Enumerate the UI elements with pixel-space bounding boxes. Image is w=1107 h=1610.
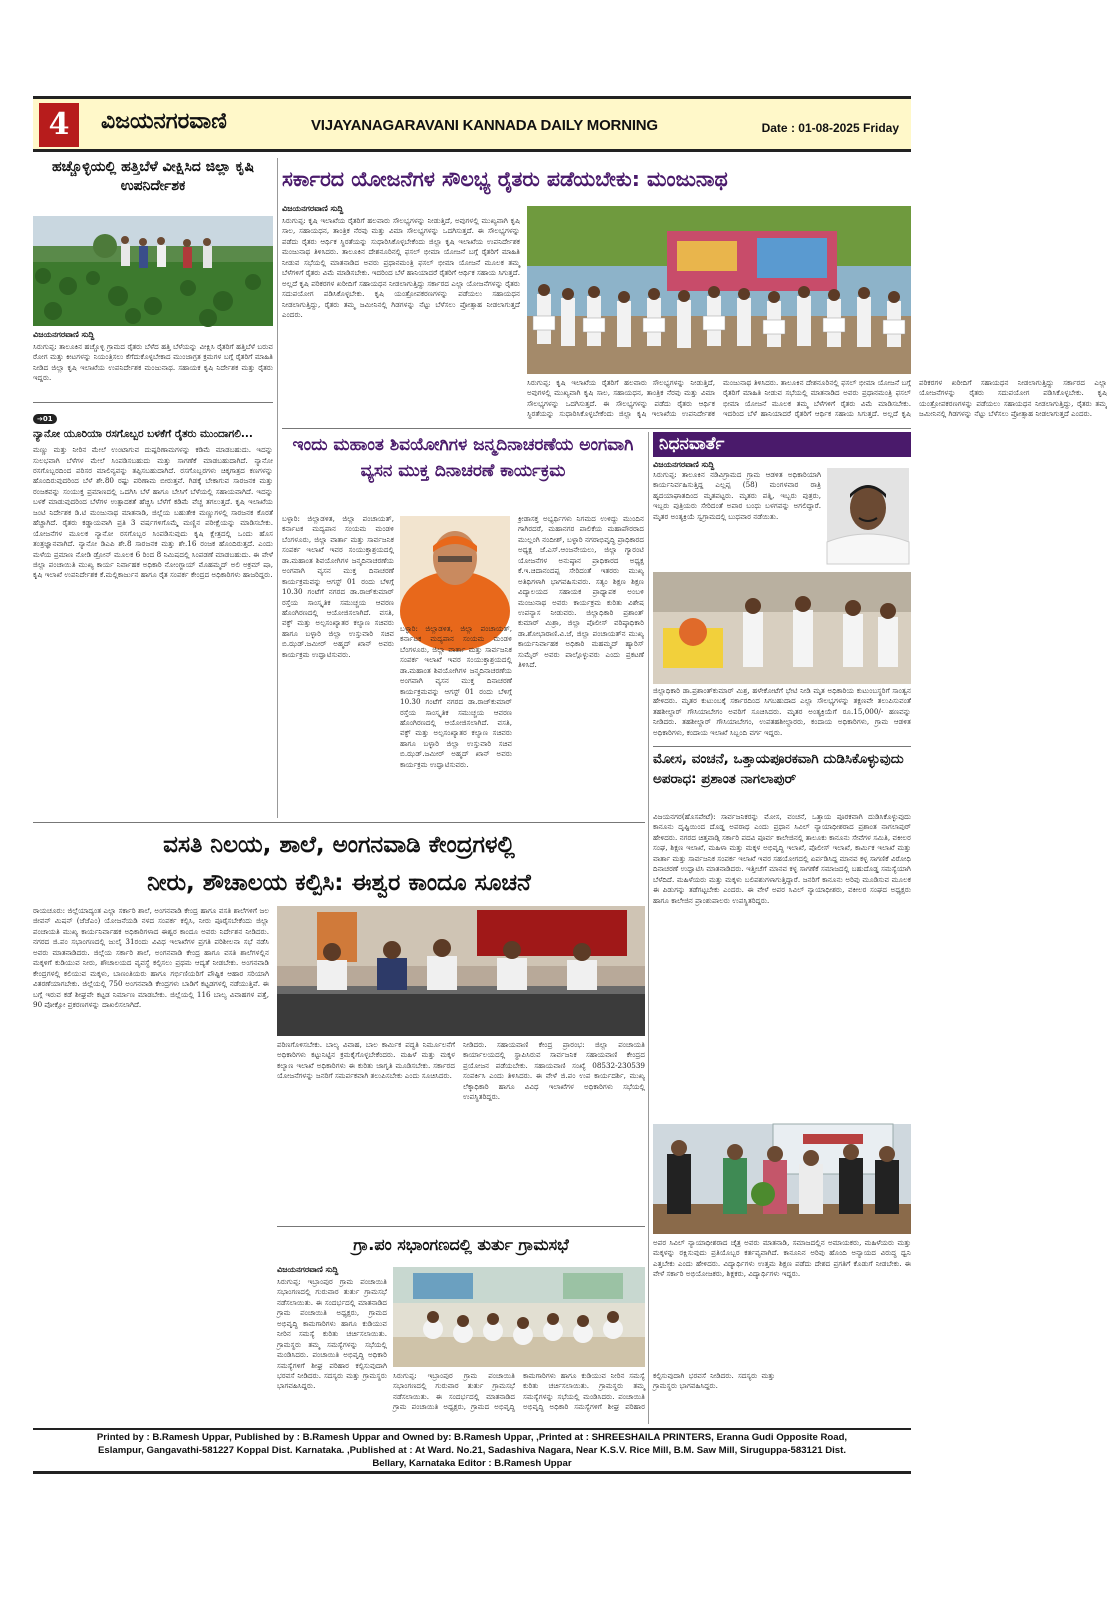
article-fraud-caption: ಅಪರ ಸಿವಿಲ್ ನ್ಯಾಯಾಧೀಶರಾದ ಚೈತ್ರ ಅವರು ಮಾತನಾಡಿ, ಸಮಾಜದಲ್ಲಿನ ಅಮಾಯಕರು, ಮಹಿಳೆಯರು ಮತ್ತು ಮಕ್ಕಳನ್ನು ರಕ್ಷಿಸುವುದು ಪ್ರತಿಯೊಬ್ಬರ ಕರ್ತವ್ಯವಾಗಿದೆ. ಕಾನೂನಿನ ಅರಿವು ಹೊಂದಿ ಅನ್ಯಾಯದ ವಿರುದ್ಧ ಧ್ವನಿ ಎತ್ತಬೇಕು ಎಂದು ಹೇಳಿದರು. ವಿದ್ಯಾರ್ಥಿಗಳು ಉತ್ತಮ ಶಿಕ್ಷಣ ಪಡೆದು ದೇಶದ ಪ್ರಗತಿಗೆ ಕೊಡುಗೆ ನೀಡಬೇಕು. ಈ ವೇಳೆ ಸರ್ಕಾರಿ ಅಭಿಯೋಜಕರು, ಶಿಕ್ಷಕರು, ವಿದ್ಯಾರ್ಥಿಗಳು ಇದ್ದರು. bbox=[653, 1238, 911, 1279]
article-hostel-headline-1: ವಸತಿ ನಿಲಯ, ಶಾಲೆ, ಅಂಗನವಾಡಿ ಕೇಂದ್ರಗಳಲ್ಲಿ bbox=[163, 832, 515, 858]
article-gramasabha bbox=[277, 1226, 775, 1422]
article-obituary-caption: ಜಿಲ್ಲಾಧಿಕಾರಿ ಡಾ.ಪ್ರಶಾಂತ್‌ಕುಮಾರ್ ಮಿಶ್ರ, ಹಳೇಕೋಟೆಗೆ ಭೇಟಿ ನೀಡಿ ಮೃತ ಅಧಿಕಾರಿಯ ಕುಟುಂಬಸ್ಥರಿಗೆ ಸಾಂತ್ವನ ಹೇಳಿದರು. ಮೃತರ ಕುಟುಂಬಕ್ಕೆ ಸರ್ಕಾರದಿಂದ ಸಿಗಬಹುದಾದ ಎಲ್ಲಾ ಸೌಲಭ್ಯಗಳನ್ನು ತಕ್ಷಣವೇ ತಲುಪಿಸುವಂತೆ ತಹಶೀಲ್ದಾರ್ ಗೌಸಿಯಾಬೇಗಂ ಅವರಿಗೆ ಸೂಚಿಸಿದರು. ಮೃತರ ಅಂತ್ಯಕ್ರಿಯೆಗೆ ರೂ.15,000/- ಹಣವನ್ನು ನೀಡಿದರು. ತಹಶೀಲ್ದಾರ್ ಗೌಸಿಯಾಬೇಗಂ, ಉಪತಹಶೀಲ್ದಾರರು, ಕಂದಾಯ ಅಧಿಕಾರಿಗಳು, ಗ್ರಾಮ ಆಡಳಿತ ಅಧಿಕಾರಿಗಳು, ಕಂದಾಯ ಇಲಾಖೆ ಸಿಬ್ಬಂದಿ ವರ್ಗ ಇದ್ದರು. bbox=[653, 686, 911, 737]
imprint-line-2: Eslampur, Gangavathi-581227 Koppal Dist. Karnataka. ,Published at : At Ward. No.21, Sadashiva Nagara, Near K.S.V. Rice Mill, B.M. Saw Mill, Siruguppa-583121 Dist. bbox=[97, 1444, 846, 1456]
article-cotton-byline: ವಿಜಯನಗರವಾಣಿ ಸುದ್ದಿ bbox=[33, 330, 95, 339]
imprint-line-3: Bellary, Karnataka Editor : B.Ramesh Uppar bbox=[372, 1457, 572, 1469]
article-jayanti-body-right: ಕ್ರೀಡಾಸಕ್ತ ಅಭ್ಯರ್ಥಿಗಳು ನಿಗಮದ ಉಳಿದ್ದು ಮುಂದಿನ ಗಾಗಿರದರೆ, ಮಹಾನಗರ ಪಾಲಿಕೆಯ ಮಹಾಪೌರರಾದ ಮುಲ್ಲಂಗಿ ನಂದೀಶ್, ಬಳ್ಳಾರಿ ನಗರಾಭಿವೃದ್ಧಿ ಪ್ರಾಧಿಕಾರದ ಅಧ್ಯಕ್ಷ ಜೆ.ಎಸ್.ಆಂಜನೇಯಲು, ಜಿಲ್ಲಾ ಗ್ಯಾರಂಟಿ ಯೋಜನೆಗಳ ಅನುಷ್ಠಾನ ಪ್ರಾಧಿಕಾರದ ಅಧ್ಯಕ್ಷ ಕೆ.ಇ.ಚಿದಾನಂದಪ್ಪ ಸೇರಿದಂತೆ ಇತರರು ಮುಖ್ಯ ಅತಿಥಿಗಳಾಗಿ ಭಾಗವಹಿಸುವರು. ಸತ್ಯಂ ಶಿಕ್ಷಣ ಶಿಕ್ಷಣ ವಿದ್ಯಾಲಯದ ಸಹಾಯಕ ಪ್ರಾಧ್ಯಾಪಕ ಅಂಬಳಿ ಮಂಜುನಾಥ ಅವರು ಕಾರ್ಯಕ್ರಮ ಕುರಿತು ವಿಶೇಷ ಉಪನ್ಯಾಸ ನೀಡುವರು. ಜಿಲ್ಲಾಧಿಕಾರಿ ಪ್ರಶಾಂತ್ ಕುಮಾರ್ ಮಿಶ್ರಾ, ಜಿಲ್ಲಾ ಪೊಲೀಸ್ ವರಿಷ್ಠಾಧಿಕಾರಿ ಡಾ.ಶೋಭಾರಾಣಿ.ವಿ.ಜೆ, ಜಿಲ್ಲಾ ಪಂಚಾಯತ್‌ನ ಮುಖ್ಯ ಕಾರ್ಯನಿರ್ವಾಹಕ ಅಧಿಕಾರಿ ಮಹಮ್ಮದ್ ಹ್ಯಾರಿಸ್ ಸುಮೈರ್ ಅವರು ಪಾಲ್ಗೊಳ್ಳುವರು ಎಂದು ಪ್ರಕಟಣೆ ತಿಳಿಸಿದೆ. bbox=[518, 514, 644, 670]
gramasabha-photo bbox=[393, 1267, 645, 1367]
article-jayanti bbox=[282, 432, 644, 817]
cotton-field-photo bbox=[33, 216, 273, 326]
article-gramasabha-body: ಸಿರುಗುಪ್ಪ: ಇಬ್ರಾಂಪುರ ಗ್ರಾಮ ಪಂಚಾಯಿತಿ ಸಭಾಂಗಣದಲ್ಲಿ ಗುರುವಾರ ತುರ್ತು ಗ್ರಾಮಸಭೆ ನಡೆಸಲಾಯಿತು. ಈ ಸಂದರ್ಭದಲ್ಲಿ ಮಾತನಾಡಿದ ಗ್ರಾಮ ಪಂಚಾಯಿತಿ ಅಧ್ಯಕ್ಷರು, ಗ್ರಾಮದ ಅಭಿವೃದ್ಧಿ ಕಾಮಗಾರಿಗಳು ಹಾಗೂ ಕುಡಿಯುವ ನೀರಿನ ಸಮಸ್ಯೆ ಕುರಿತು ಚರ್ಚಿಸಲಾಯಿತು. ಗ್ರಾಮಸ್ಥರು ತಮ್ಮ ಸಮಸ್ಯೆಗಳನ್ನು ಸಭೆಯಲ್ಲಿ ಮಂಡಿಸಿದರು. ಪಂಚಾಯಿತಿ ಅಭಿವೃದ್ಧಿ ಅಧಿಕಾರಿ ಸಮಸ್ಯೆಗಳಿಗೆ ಶೀಘ್ರ ಪರಿಹಾರ ಕಲ್ಪಿಸುವುದಾಗಿ ಭರವಸೆ ನೀಡಿದರು. ಸದಸ್ಯರು ಮತ್ತು ಗ್ರಾಮಸ್ಥರು ಭಾಗವಹಿಸಿದ್ದರು. bbox=[277, 1277, 387, 1391]
masthead-title-english: VIJAYANAGARAVANI KANNADA DAILY MORNING bbox=[311, 117, 658, 134]
article-schemes-body: ಸಿರುಗುಪ್ಪ: ಕೃಷಿ ಇಲಾಖೆಯ ರೈತರಿಗೆ ಹಲವಾರು ಸೌಲಭ್ಯಗಳನ್ನು ನೀಡುತ್ತಿದೆ, ಅವುಗಳಲ್ಲಿ ಮುಖ್ಯವಾಗಿ ಕೃಷಿ ಸಾಲ, ಸಹಾಯಧನ, ತಾಂತ್ರಿಕ ನೆರವು ಮತ್ತು ವಿಮಾ ಸೌಲಭ್ಯಗಳನ್ನು ಒದಗಿಸುತ್ತದೆ. ಈ ಸೌಲಭ್ಯಗಳನ್ನು ಪಡೆದು ರೈತರು ಆರ್ಥಿಕ ಸ್ಥಿರತೆಯನ್ನು ಸುಧಾರಿಸಿಕೊಳ್ಳಬೇಕೆಂದು ಜಿಲ್ಲಾ ಕೃಷಿ ಇಲಾಖೆಯ ಉಪನಿರ್ದೇಶಕ ಮಂಜುನಾಥ ತಿಳಿಸಿದರು. ತಾಲೂಕಿನ ದೇಶನೂರಿನಲ್ಲಿ ಫಸಲ್ ಭೀಮಾ ಯೋಜನೆ ಬಗ್ಗೆ ರೈತರಿಗೆ ಮಾಹಿತಿ ನೀಡುವ ಸಭೆಯಲ್ಲಿ ಮಾತನಾಡಿದ ಅವರು ಪ್ರಧಾನಮಂತ್ರಿ ಫಸಲ್ ಭೀಮಾ ಯೋಜನೆ ಮೂಲಕ ತಮ್ಮ ಬೆಳೆಗಳಿಗೆ ರೈತರು ವಿಮೆ ಮಾಡಿಸಬೇಕು. ಇದರಿಂದ ಬೆಳೆ ಹಾನಿಯಾದರೆ ರೈತರಿಗೆ ಆರ್ಥಿಕ ಸಹಾಯ ಸಿಗುತ್ತದೆ. ಅಲ್ಲದೆ ಕೃಷಿ ಪರಿಕರಗಳ ಖರೀದಿಗೆ ಸಹಾಯಧನ ನೀಡಲಾಗುತ್ತಿದ್ದು ಸರ್ಕಾರದ ಎಲ್ಲಾ ಯೋಜನೆಗಳನ್ನು ರೈತರು ಸದುಪಯೋಗ ಪಡಿಸಿಕೊಳ್ಳಬೇಕು. ಕೃಷಿ ಯಂತ್ರೋಪಕರಣಗಳನ್ನು ಪಡೆಯಲು ಸಹಾಯಧನ ನೀಡಲಾಗುತ್ತಿದ್ದು, ರೈತರು ತಮ್ಮ ಜಮೀನಿನಲ್ಲಿ ಗಿಡಗಳನ್ನು ನೆಟ್ಟು ಬೆಳೆಸಲು ಪ್ರೋತ್ಸಾಹ ನೀಡಲಾಗುತ್ತದೆ ಎಂದರು. bbox=[282, 216, 520, 319]
divider bbox=[282, 428, 911, 429]
article-gramasabha-byline: ವಿಜಯನಗರವಾಣಿ ಸುದ್ದಿ bbox=[277, 1265, 339, 1274]
divider bbox=[33, 402, 273, 403]
divider bbox=[648, 750, 649, 1424]
article-fraud bbox=[653, 750, 911, 1424]
page-number: 4 bbox=[39, 103, 79, 147]
article-obituary-body: ಸಿರುಗುಪ್ಪ: ತಾಲೂಕಿನ ನಡಿವಿಗ್ರಾಮದ ಗ್ರಾಮ ಆಡಳಿತ ಅಧಿಕಾರಿಯಾಗಿ ಕಾರ್ಯನಿರ್ವಹಿಸುತ್ತಿದ್ದ ಎಲ್ಲಪ್ಪ (58) ಮಂಗಳವಾರ ರಾತ್ರಿ ಹೃದಯಾಘಾತದಿಂದ ಮೃತಪಟ್ಟರು. ಮೃತರು ಪತ್ನಿ, ಇಬ್ಬರು ಪುತ್ರರು, ಇಬ್ಬರು ಪುತ್ರಿಯರು ಸೇರಿದಂತೆ ಅಪಾರ ಬಂಧು ಬಳಗವನ್ನು ಅಗಲಿದ್ದಾರೆ. ಮೃತರ ಅಂತ್ಯಕ್ರಿಯೆ ಸ್ವಗ್ರಾಮದಲ್ಲಿ ಬುಧವಾರ ನಡೆಯಿತು. bbox=[653, 470, 821, 521]
article-cotton-headline: ಹಚ್ಚೊಳ್ಳಿಯಲ್ಲಿ ಹತ್ತಿಬೆಳೆ ವೀಕ್ಷಿಸಿದ ಜಿಲ್ಲಾ ಕೃಷಿ ಉಪನಿರ್ದೇಶಕ bbox=[51, 159, 255, 194]
masthead-title-kannada: ವಿಜಯನಗರವಾಣಿ bbox=[101, 109, 227, 134]
article-hostel-body-left: ರಾಯಚೂರು: ಜಿಲ್ಲೆಯಾದ್ಯಂತ ಎಲ್ಲಾ ಸರ್ಕಾರಿ ಶಾಲೆ, ಅಂಗನವಾಡಿ ಕೇಂದ್ರ ಹಾಗೂ ವಸತಿ ಶಾಲೆಗಳಿಗೆ ಜಲ ಜೀವನ್ ಮಿಷನ್ (ಜೆಜೆಎಂ) ಯೋಜನೆಯಡಿ ನಳದ ಸಂಪರ್ಕ ಕಲ್ಪಿಸಿ, ನೀರು ಪೂರೈಸಬೇಕೆಂದು ಜಿಲ್ಲಾ ಪಂಚಾಯತಿ ಮುಖ್ಯ ಕಾರ್ಯನಿರ್ವಾಹಕ ಅಧಿಕಾರಿಗಳಾದ ಈಶ್ವರ ಕಾಂದೂ ಅವರು ನಿರ್ದೇಶನ ನೀಡಿದರು. ನಗರದ ಜಿ.ಪಂ ಸಭಾಂಗಣದಲ್ಲಿ ಜುಲೈ 31ರಂದು ವಿವಿಧ ಇಲಾಖೆಗಳ ಪ್ರಗತಿ ಪರಿಶೀಲನಾ ಸಭೆ ನಡೆಸಿ ಅವರು ಮಾತನಾಡಿದರು. ಜಿಲ್ಲೆಯ ಸರ್ಕಾರಿ ಶಾಲೆ, ಅಂಗನವಾಡಿ ಕೇಂದ್ರ ಹಾಗೂ ವಸತಿ ಶಾಲೆಗಳಲ್ಲಿನ ಮಕ್ಕಳಿಗೆ ಕುಡಿಯುವ ನೀರು, ಶೌಚಾಲಯದ ವ್ಯವಸ್ಥೆ ಕಲ್ಪಿಸಲು ಪ್ರಥಮ ಆದ್ಯತೆ ನೀಡಬೇಕು. ಅಂಗನವಾಡಿ ಕೇಂದ್ರಗಳಲ್ಲಿ ಕಲಿಯುವ ಮಕ್ಕಳು, ಬಾಣಂತಿಯರು ಹಾಗೂ ಗರ್ಭಿಣಿಯರಿಗೆ ಪೌಷ್ಟಿಕ ಆಹಾರ ಸರಿಯಾಗಿ ವಿತರಣೆಯಾಗಬೇಕು. ಜಿಲ್ಲೆಯಲ್ಲಿ 750 ಅಂಗನವಾಡಿ ಕೇಂದ್ರಗಳು ಬಾಡಿಗೆ ಕಟ್ಟಡಗಳಲ್ಲಿ ನಡೆಯುತ್ತಿವೆ. ಈ ಬಗ್ಗೆ ಇರುವ ಕಡೆ ಶೀಘ್ರವೇ ಕಟ್ಟಡ ನಿರ್ಮಾಣ ಮಾಡಬೇಕು. ಜಿಲ್ಲೆಯಲ್ಲಿ 116 ಬಾಲ್ಯ ವಿವಾಹಗಳ ಪತ್ತೆ, 90 ಪೋಕ್ಸೋ ಪ್ರಕರಣಗಳನ್ನು ದಾಖಲಿಸಲಾಗಿದೆ. bbox=[33, 906, 269, 1009]
article-hostel-body-mid: ಪರಿಣಗೊಳಿಸಬೇಕು. ಬಾಲ್ಯ ವಿವಾಹ, ಬಾಲ ಕಾರ್ಮಿಕ ಪದ್ಧತಿ ನಿರ್ಮೂಲನೆಗೆ ಅಧಿಕಾರಿಗಳು ಕಟ್ಟುನಿಟ್ಟಿನ ಕ್ರಮಕೈಗೊಳ್ಳಬೇಕೆಂದರು. ಮಹಿಳೆ ಮತ್ತು ಮಕ್ಕಳ ಕಲ್ಯಾಣ ಇಲಾಖೆ ಅಧಿಕಾರಿಗಳು ಈ ಕುರಿತು ಜಾಗೃತಿ ಮೂಡಿಸಬೇಕು. ಸರ್ಕಾರದ ಯೋಜನೆಗಳನ್ನು ಜನರಿಗೆ ಸಮರ್ಪಕವಾಗಿ ತಲುಪಿಸಬೇಕು ಎಂದು ಸೂಚಿಸಿದರು. bbox=[277, 1040, 455, 1081]
article-cotton-body: ಸಿರುಗುಪ್ಪ: ತಾಲೂಕಿನ ಹಚ್ಚೊಳ್ಳಿ ಗ್ರಾಮದ ರೈತರು ಬೆಳೆದ ಹತ್ತಿ ಬೆಳೆಯನ್ನು ವೀಕ್ಷಿಸಿ ರೈತರಿಗೆ ಹತ್ತಿಬೆಳೆ ಬರುವ ರೋಗ ಮತ್ತು ಕೀಟಗಳನ್ನು ನಿಯಂತ್ರಿಸಲು ಕೆಗೆದುಕೊಳ್ಳಬೇಕಾದ ಮುಂಜಾಗ್ರತ ಕ್ರಮಗಳ ಬಗ್ಗೆ ರೈತರಿಗೆ ಮಾಹಿತಿ ನೀಡಿದ ಜಿಲ್ಲಾ ಕೃಷಿ ಇಲಾಖೆಯ ಉಪನಿರ್ದೇಶಕ ಮಂಜುನಾಥ. ಸಹಾಯಕ ಕೃಷಿ ನಿರ್ದೇಶಕ ಮತ್ತು ರೈತರು ಇದ್ದರು. bbox=[33, 342, 273, 383]
article-hostel-headline-2: ನೀರು, ಶೌಚಾಲಯ ಕಲ್ಪಿಸಿ: ಈಶ್ವರ ಕಾಂದೂ ಸೂಚನೆ bbox=[147, 870, 531, 896]
article-fraud-headline: ಮೋಸ, ವಂಚನೆ, ಒತ್ತಾಯಪೂರಕವಾಗಿ ದುಡಿಸಿಕೊಳ್ಳುವುದು ಅಪರಾಧ: ಪ್ರಶಾಂತ ನಾಗಲಾಪುರ್ bbox=[653, 751, 904, 787]
article-obituary bbox=[653, 432, 911, 742]
article-fraud-body: ವಿಜಯನಗರ(ಹೊಸಪೇಟೆ): ಸಾರ್ವಜನಿಕರನ್ನು ಮೋಸ, ವಂಚನೆ, ಒತ್ತಾಯ ಪೂರಕವಾಗಿ ದುಡಿಸಿಕೊಳ್ಳುವುದು ಕಾನೂನು ದೃಷ್ಟಿಯಿಂದ ದೊಡ್ಡ ಅಪರಾಧ ಎಂದು ಪ್ರಧಾನ ಸಿವಿಲ್ ನ್ಯಾಯಾಧೀಶರಾದ ಪ್ರಶಾಂತ ನಾಗಲಾಪುರ್ ಹೇಳಿದರು. ನಗರದ ಚಿತ್ತವಾಡ್ಗಿ ಸರ್ಕಾರಿ ಪದವಿ ಪೂರ್ವ ಕಾಲೇಜಿನಲ್ಲಿ ತಾಲೂಕು ಕಾನೂನು ಸೇವೆಗಳ ಸಮಿತಿ, ವಕೀಲರ ಸಂಘ, ಶಿಕ್ಷಣ ಇಲಾಖೆ, ಮಹಿಳಾ ಮತ್ತು ಮಕ್ಕಳ ಅಭಿವೃದ್ಧಿ ಇಲಾಖೆ, ಪೊಲೀಸ್ ಇಲಾಖೆ, ಕಾರ್ಮಿಕ ಇಲಾಖೆ ಮತ್ತು ವಾರ್ತಾ ಮತ್ತು ಸಾರ್ವಜನಿಕ ಸಂಪರ್ಕ ಇಲಾಖೆ ಇವರ ಸಹಯೋಗದಲ್ಲಿ ಏರ್ಪಡಿಸಿದ್ದ ಮಾನವ ಕಳ್ಳ ಸಾಗಣಿಕೆ ವಿರೋಧಿ ದಿನಾಚರಣೆ ಉದ್ಘಾಟಿಸಿ ಮಾತನಾಡಿದರು. ಇತ್ತೀಚೆಗೆ ಮಾನವ ಕಳ್ಳ ಸಾಗಣೆಕೆ ಸಮಾಜದಲ್ಲಿ ಬಹುದೊಡ್ಡ ಸಮಸ್ಯೆಯಾಗಿ ಬೆಳೆದಿದೆ. ಮಹಿಳೆಯರು ಮತ್ತು ಮಕ್ಕಳು ಬಲಿಪಶುಗಳಾಗುತ್ತಿದ್ದಾರೆ. ಜನರಿಗೆ ಕಾನೂನು ಅರಿವು ಮೂಡಿಸುವ ಮೂಲಕ ಈ ಪಿಡುಗನ್ನು ತಡೆಗಟ್ಟಬೇಕು ಎಂದರು. ಈ ವೇಳೆ ಅಪರ ಸಿವಿಲ್ ನ್ಯಾಯಾಧೀಶರು, ವಕೀಲರ ಸಂಘದ ಅಧ್ಯಕ್ಷರು ಹಾಗೂ ಕಾಲೇಜಿನ ಪ್ರಾಂಶುಪಾಲರು ಉಪಸ್ಥಿತರಿದ್ದರು. bbox=[653, 812, 911, 905]
article-gramasabha-body-continued bbox=[393, 1371, 775, 1421]
article-schemes-byline: ವಿಜಯನಗರವಾಣಿ ಸುದ್ದಿ bbox=[282, 204, 344, 213]
article-gramasabha-body-tail: ಸಿರುಗುಪ್ಪ: ಇಬ್ರಾಂಪುರ ಗ್ರಾಮ ಪಂಚಾಯಿತಿ ಸಭಾಂಗಣದಲ್ಲಿ ಗುರುವಾರ ತುರ್ತು ಗ್ರಾಮಸಭೆ ನಡೆಸಲಾಯಿತು. ಈ ಸಂದರ್ಭದಲ್ಲಿ ಮಾತನಾಡಿದ ಗ್ರಾಮ ಪಂಚಾಯಿತಿ ಅಧ್ಯಕ್ಷರು, ಗ್ರಾಮದ ಅಭಿವೃದ್ಧಿ ಕಾಮಗಾರಿಗಳು ಹಾಗೂ ಕುಡಿಯುವ ನೀರಿನ ಸಮಸ್ಯೆ ಕುರಿತು ಚರ್ಚಿಸಲಾಯಿತು. ಗ್ರಾಮಸ್ಥರು ತಮ್ಮ ಸಮಸ್ಯೆಗಳನ್ನು ಸಭೆಯಲ್ಲಿ ಮಂಡಿಸಿದರು. ಪಂಚಾಯಿತಿ ಅಭಿವೃದ್ಧಿ ಅಧಿಕಾರಿ ಸಮಸ್ಯೆಗಳಿಗೆ ಶೀಘ್ರ ಪರಿಹಾರ ಕಲ್ಪಿಸುವುದಾಗಿ ಭರವಸೆ ನೀಡಿದರು. ಸದಸ್ಯರು ಮತ್ತು ಗ್ರಾಮಸ್ಥರು ಭಾಗವಹಿಸಿದ್ದರು. bbox=[393, 1371, 775, 1412]
masthead-date: Date : 01-08-2025 Friday bbox=[761, 121, 899, 135]
legal-awareness-photo bbox=[653, 1124, 911, 1234]
article-schemes-body-tail: ಸಿರುಗುಪ್ಪ: ಕೃಷಿ ಇಲಾಖೆಯ ರೈತರಿಗೆ ಹಲವಾರು ಸೌಲಭ್ಯಗಳನ್ನು ನೀಡುತ್ತಿದೆ, ಅವುಗಳಲ್ಲಿ ಮುಖ್ಯವಾಗಿ ಕೃಷಿ ಸಾಲ, ಸಹಾಯಧನ, ತಾಂತ್ರಿಕ ನೆರವು ಮತ್ತು ವಿಮಾ ಸೌಲಭ್ಯಗಳನ್ನು ಒದಗಿಸುತ್ತದೆ. ಈ ಸೌಲಭ್ಯಗಳನ್ನು ಪಡೆದು ರೈತರು ಆರ್ಥಿಕ ಸ್ಥಿರತೆಯನ್ನು ಸುಧಾರಿಸಿಕೊಳ್ಳಬೇಕೆಂದು ಜಿಲ್ಲಾ ಕೃಷಿ ಇಲಾಖೆಯ ಉಪನಿರ್ದೇಶಕ ಮಂಜುನಾಥ ತಿಳಿಸಿದರು. ತಾಲೂಕಿನ ದೇಶನೂರಿನಲ್ಲಿ ಫಸಲ್ ಭೀಮಾ ಯೋಜನೆ ಬಗ್ಗೆ ರೈತರಿಗೆ ಮಾಹಿತಿ ನೀಡುವ ಸಭೆಯಲ್ಲಿ ಮಾತನಾಡಿದ ಅವರು ಪ್ರಧಾನಮಂತ್ರಿ ಫಸಲ್ ಭೀಮಾ ಯೋಜನೆ ಮೂಲಕ ತಮ್ಮ ಬೆಳೆಗಳಿಗೆ ರೈತರು ವಿಮೆ ಮಾಡಿಸಬೇಕು. ಇದರಿಂದ ಬೆಳೆ ಹಾನಿಯಾದರೆ ರೈತರಿಗೆ ಆರ್ಥಿಕ ಸಹಾಯ ಸಿಗುತ್ತದೆ. ಅಲ್ಲದೆ ಕೃಷಿ ಪರಿಕರಗಳ ಖರೀದಿಗೆ ಸಹಾಯಧನ ನೀಡಲಾಗುತ್ತಿದ್ದು ಸರ್ಕಾರದ ಎಲ್ಲಾ ಯೋಜನೆಗಳನ್ನು ರೈತರು ಸದುಪಯೋಗ ಪಡಿಸಿಕೊಳ್ಳಬೇಕು. ಕೃಷಿ ಯಂತ್ರೋಪಕರಣಗಳನ್ನು ಪಡೆಯಲು ಸಹಾಯಧನ ನೀಡಲಾಗುತ್ತಿದ್ದು, ರೈತರು ತಮ್ಮ ಜಮೀನಿನಲ್ಲಿ ಗಿಡಗಳನ್ನು ನೆಟ್ಟು ಬೆಳೆಸಲು ಪ್ರೋತ್ಸಾಹ ನೀಡಲಾಗುತ್ತದೆ ಎಂದರು. bbox=[527, 378, 1107, 419]
article-schemes bbox=[282, 158, 1107, 426]
divider bbox=[277, 158, 278, 818]
article-nano-headline: ನ್ಯಾನೋ ಯೂರಿಯಾ ರಸಗೊಬ್ಬರ ಬಳಕೆಗೆ ರೈತರು ಮುಂದಾಗಲಿ... bbox=[33, 428, 253, 440]
article-nano-body: ಮಣ್ಣು ಮತ್ತು ನೀರಿನ ಮೇಲೆ ಉಂಟಾಗುವ ದುಷ್ಪರಿಣಾಮಗಳನ್ನು ಕಡಿಮೆ ಮಾಡಬಹುದು. ಇದನ್ನು ಸುಲಭವಾಗಿ ಬೆಳೆಗಳ ಮೇಲೆ ಸಿಂಪಡಿಸಬಹುದು ಮತ್ತು ಸಾಗಣೆಕೆ ಮಾಡಬಹುದಾಗಿದೆ. ನ್ಯಾನೋ ರಸಗೊಬ್ಬರದಿಂದ ಪರಿಸರ ಮಾಲಿನ್ಯವನ್ನು ತಪ್ಪಿಸಬಹುದಾಗಿದೆ. ರಸಗೊಬ್ಬರಗಳು ಚಿಕ್ಕಗಾತ್ರದ ಕಣಗಳನ್ನು ಹೊಂದಿರುವುದರಿಂದ ಬೆಳೆ ಶೇ.80 ರಷ್ಟು ಪರಿಣಾಮ ಬೀರುತ್ತವೆ. ಗಿಡಕ್ಕೆ ಬೇಕಾಗುವ ಸಾರಜನಕ ಮತ್ತು ರಂಜಕವನ್ನು ಸಂಯುಕ್ತ ಪ್ರಮಾಣದಲ್ಲಿ ಒದಗಿಸಿ ಬೆಳೆ ಹಾಗೂ ಬೇಸಿಗೆ ಬೆಳೆಯಲ್ಲಿ ಸಹಾಯವಾಗಿದೆ. ಇದನ್ನು ಬಳಕೆ ಮಾಡುವುದರಿಂದ ಬೆಳೆಗಳ ಉತ್ಪಾದಕತೆ ಹೆಚ್ಚಿಸಿ ಬೆಳೆಗೆ ಕಡಿಮೆ ವೆಚ್ಚ ತಗಲುತ್ತದೆ. ಕೃಷಿ ಇಲಾಖೆಯ ಜಂಟಿ ನಿರ್ದೇಶಕ ಡಿ.ಟಿ ಮಂಜುನಾಥ ಮಾತನಾಡಿ, ಜಿಲ್ಲೆಯ ಬಹುತೇಕ ಮಣ್ಣುಗಳಲ್ಲಿ ಸಾರಜನಕ ಕೊರತೆ ಹೆಚ್ಚಾಗಿದೆ. ರೈತರು ಕಡ್ಡಾಯವಾಗಿ ಪ್ರತಿ 3 ವರ್ಷಗಳಿಗೊಮ್ಮೆ ಮಣ್ಣಿನ ಪರೀಕ್ಷೆಯನ್ನು ಮಾಡಿಸಬೇಕು. ಯೋಜನೆಗಳ ಮೂಲಕ ನ್ಯಾನೋ ರಸಗೊಬ್ಬರ ಸಿಂಪಡಿಸುವುದು ಕೃಷಿ ಕ್ಷೇತ್ರದಲ್ಲಿ ಒಂದು ಹೊಸ ತಂತ್ರಜ್ಞಾನವಾಗಿದೆ. ನ್ಯಾನೋ ಡಿಎಪಿ ಶೇ.8 ಸಾರಜನಕ ಮತ್ತು ಶೇ.16 ರಂಜಕ ಹೊಂದಿರುತ್ತದೆ. ಎಂದು ಮಳೆಯ ಪ್ರಮಾಣ ನೋಡಿ ಡ್ರೋನ್ ಮೂಲಕ 6 ರಿಂದ 8 ನಿಮಿಷದಲ್ಲಿ ಸಿಂಪಡಣೆ ಮಾಡಬಹುದು. ಈ ವೇಳೆ ಜಿಲ್ಲಾ ಪಂಚಾಯಿತಿ ಮುಖ್ಯ ಕಾರ್ಯ ನಿರ್ವಾಹಕ ಅಧಿಕಾರಿ ನೋಂಗ್ಜಾಯ್ ಮೊಹಮ್ಮದ್ ಅಲಿ ಅಕ್ರಮ್ ಷಾ, ಕೃಷಿ ಇಲಾಖೆ ಉಪನಿರ್ದೇಶಕ ಕೆ.ಮಲ್ಲಿಕಾರ್ಜುನ ಹಾಗೂ ರೈತ ಸಂಪರ್ಕ ಕೇಂದ್ರದ ಅಧಿಕಾರಿಗಳು ಹಾಜರಿದ್ದರು. bbox=[33, 445, 273, 580]
article-hostel bbox=[33, 826, 775, 1424]
article-schemes-body-continued bbox=[527, 378, 1107, 424]
article-jayanti-body-mid: ಬಳ್ಳಾರಿ: ಜಿಲ್ಲಾಡಳಿತ, ಜಿಲ್ಲಾ ಪಂಚಾಯತ್, ಕರ್ನಾಟಕ ಮದ್ಯಪಾನ ಸಂಯಮ ಮಂಡಳಿ ಬೆಂಗಳೂರು, ಜಿಲ್ಲಾ ವಾರ್ತಾ ಮತ್ತು ಸಾರ್ವಜನಿಕ ಸಂಪರ್ಕ ಇಲಾಖೆ ಇವರ ಸಂಯುಕ್ತಾಶ್ರಯದಲ್ಲಿ ಡಾ.ಮಹಾಂತ ಶಿವಯೋಗಿಗಳ ಜನ್ಮದಿನಾಚರಣೆಯ ಅಂಗವಾಗಿ ವ್ಯಸನ ಮುಕ್ತ ದಿನಾಚರಣೆ ಕಾರ್ಯಕ್ರಮವನ್ನು ಆಗಸ್ಟ್ 01 ರಂದು ಬೆಳಿಗ್ಗೆ 10.30 ಗಂಟೆಗೆ ನಗರದ ಡಾ.ರಾಜ್‌ಕುಮಾರ್ ರಸ್ತೆಯ ಸಾಂಸ್ಕೃತಿಕ ಸಮುಚ್ಚಯ ಆವರಣ ಹೊಂಗಿರಣದಲ್ಲಿ ಆಯೋಜಿಸಲಾಗಿದೆ. ವಸತಿ, ವಕ್ಫ್ ಮತ್ತು ಅಲ್ಪಸಂಖ್ಯಾತರ ಕಲ್ಯಾಣ ಸಚಿವರು ಹಾಗೂ ಬಳ್ಳಾರಿ ಜಿಲ್ಲಾ ಉಸ್ತುವಾರಿ ಸಚಿವ ಬಿ.ಝಡ್.ಜಮೀರ್ ಅಹ್ಮದ್ ಖಾನ್ ಅವರು ಕಾರ್ಯಕ್ರಮ ಉದ್ಘಾಟಿಸುವರು. bbox=[400, 624, 512, 769]
article-nano bbox=[33, 406, 273, 816]
zp-meeting-photo bbox=[277, 906, 645, 1036]
article-jayanti-headline: ಇಂದು ಮಹಾಂತ ಶಿವಯೋಗಿಗಳ ಜನ್ಮದಿನಾಚರಣೆಯ ಅಂಗವಾಗಿ ವ್ಯಸನ ಮುಕ್ತ ದಿನಾಚರಣೆ ಕಾರ್ಯಕ್ರಮ bbox=[292, 435, 634, 482]
masthead bbox=[33, 96, 911, 152]
article-hostel-body-right: ನೀಡಿದರು. ಸಹಾಯವಾಣಿ ಕೇಂದ್ರ ಪ್ರಾರಂಭ: ಜಿಲ್ಲಾ ಪಂಚಾಯತಿ ಕಾರ್ಯಾಲಯದಲ್ಲಿ ಸ್ಥಾಪಿಸಿರುವ ಸಾರ್ವಜನಿಕ ಸಹಾಯವಾಣಿ ಕೇಂದ್ರದ ಪ್ರಯೋಜನ ಪಡೆಯಬೇಕು. ಸಹಾಯವಾಣಿ ಸಂಖ್ಯೆ 08532-230539 ಸಂಪರ್ಕಿಸಿ ಎಂದು ತಿಳಿಸಿದರು. ಈ ವೇಳೆ ಜಿ.ಪಂ ಉಪ ಕಾರ್ಯದರ್ಶಿ, ಮುಖ್ಯ ಲೆಕ್ಕಾಧಿಕಾರಿ ಹಾಗೂ ವಿವಿಧ ಇಲಾಖೆಗಳ ಅಧಿಕಾರಿಗಳು ಸಭೆಯಲ್ಲಿ ಉಪಸ್ಥಿತರಿದ್ದರು. bbox=[463, 1040, 645, 1102]
deceased-portrait bbox=[827, 468, 909, 564]
imprint-footer bbox=[33, 1428, 911, 1474]
divider bbox=[33, 822, 645, 823]
article-jayanti-body-left: ಬಳ್ಳಾರಿ: ಜಿಲ್ಲಾಡಳಿತ, ಜಿಲ್ಲಾ ಪಂಚಾಯತ್, ಕರ್ನಾಟಕ ಮದ್ಯಪಾನ ಸಂಯಮ ಮಂಡಳಿ ಬೆಂಗಳೂರು, ಜಿಲ್ಲಾ ವಾರ್ತಾ ಮತ್ತು ಸಾರ್ವಜನಿಕ ಸಂಪರ್ಕ ಇಲಾಖೆ ಇವರ ಸಂಯುಕ್ತಾಶ್ರಯದಲ್ಲಿ ಡಾ.ಮಹಾಂತ ಶಿವಯೋಗಿಗಳ ಜನ್ಮದಿನಾಚರಣೆಯ ಅಂಗವಾಗಿ ವ್ಯಸನ ಮುಕ್ತ ದಿನಾಚರಣೆ ಕಾರ್ಯಕ್ರಮವನ್ನು ಆಗಸ್ಟ್ 01 ರಂದು ಬೆಳಿಗ್ಗೆ 10.30 ಗಂಟೆಗೆ ನಗರದ ಡಾ.ರಾಜ್‌ಕುಮಾರ್ ರಸ್ತೆಯ ಸಾಂಸ್ಕೃತಿಕ ಸಮುಚ್ಚಯ ಆವರಣ ಹೊಂಗಿರಣದಲ್ಲಿ ಆಯೋಜಿಸಲಾಗಿದೆ. ವಸತಿ, ವಕ್ಫ್ ಮತ್ತು ಅಲ್ಪಸಂಖ್ಯಾತರ ಕಲ್ಯಾಣ ಸಚಿವರು ಹಾಗೂ ಬಳ್ಳಾರಿ ಜಿಲ್ಲಾ ಉಸ್ತುವಾರಿ ಸಚಿವ ಬಿ.ಝಡ್.ಜಮೀರ್ ಅಹ್ಮದ್ ಖಾನ್ ಅವರು ಕಾರ್ಯಕ್ರಮ ಉದ್ಘಾಟಿಸುವರು. bbox=[282, 514, 394, 659]
farmers-meeting-photo bbox=[527, 206, 911, 374]
collector-visit-photo bbox=[653, 572, 911, 684]
imprint-line-1: Printed by : B.Ramesh Uppar, Published by : B.Ramesh Uppar and Owned by: B.Ramesh Uppar, ,Printed at : SHREESHAILA PRINTERS, Eranna Gudi Opposite Road, bbox=[96, 1432, 848, 1443]
divider bbox=[653, 746, 911, 747]
continued-tag: ➔01 bbox=[33, 414, 57, 424]
article-schemes-headline: ಸರ್ಕಾರದ ಯೋಜನೆಗಳ ಸೌಲಭ್ಯ ರೈತರು ಪಡೆಯಬೇಕು: ಮಂಜುನಾಥ bbox=[282, 167, 728, 191]
article-obituary-headline: ನಿಧನವಾರ್ತೆ bbox=[653, 432, 911, 457]
article-jayanti-body-middle bbox=[400, 624, 512, 814]
article-gramasabha-headline: ಗ್ರಾ.ಪಂ ಸಭಾಂಗಣದಲ್ಲಿ ತುರ್ತು ಗ್ರಾಮಸಭೆ bbox=[353, 1235, 569, 1254]
swamiji-portrait bbox=[400, 516, 510, 618]
article-cotton bbox=[33, 158, 273, 398]
article-obituary-byline: ವಿಜಯನಗರವಾಣಿ ಸುದ್ದಿ bbox=[653, 460, 715, 470]
